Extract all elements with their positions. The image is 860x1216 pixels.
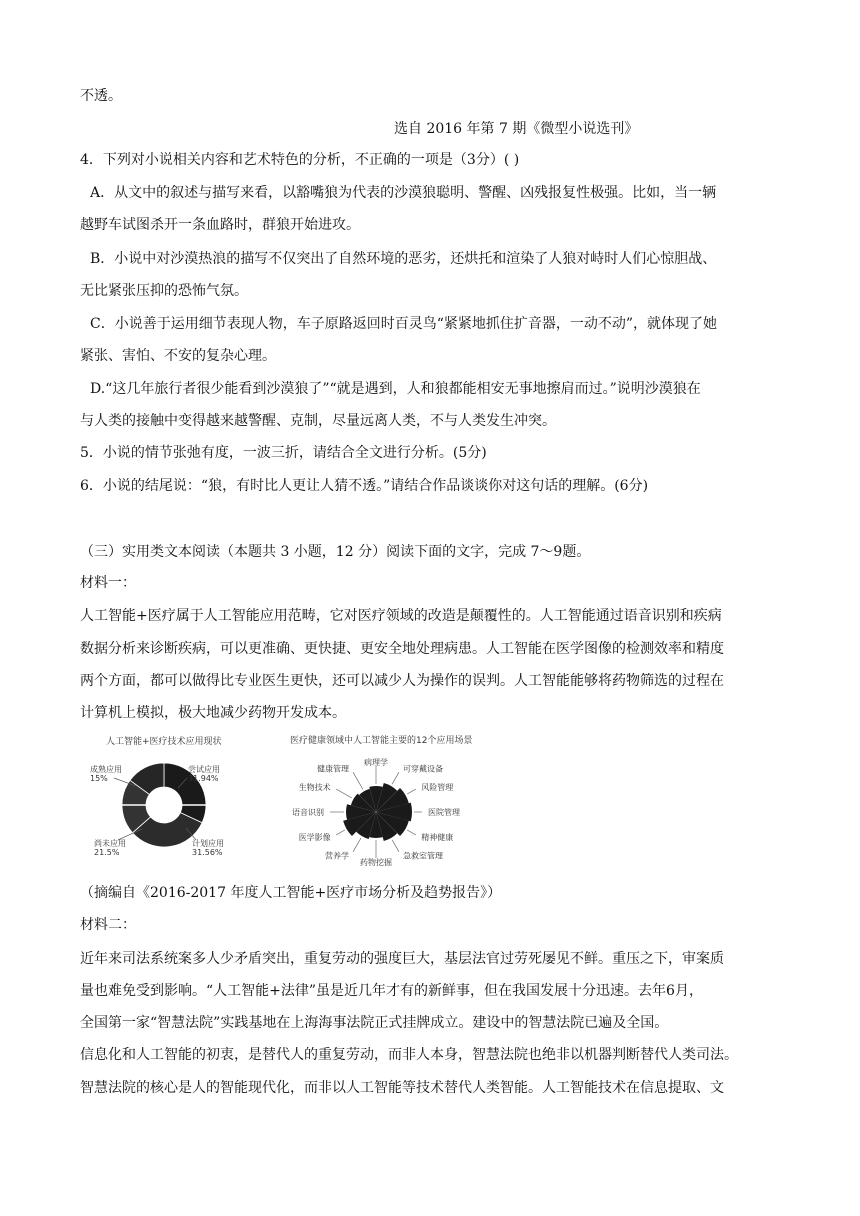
donut-chart-title: 人工智能+医疗技术应用现状 bbox=[106, 737, 222, 747]
material-1-line-4: 计算机上模拟，极大地减少药物开发成本。 bbox=[80, 705, 346, 721]
material-1-excerpt: （摘编自《2016-2017 年度人工智能+医疗市场分析及趋势报告》） bbox=[80, 885, 502, 901]
material-1-line-2: 数据分析来诊断疾病，可以更准确、更快捷、更安全地处理病患。人工智能在医学图像的检测效率和精度 bbox=[80, 641, 724, 657]
scenario-leader-5 bbox=[392, 840, 399, 852]
material-1-line-1: 人工智能+医疗属于人工智能应用范畴，它对医疗领域的改造是颠覆性的。人工智能通过语音识别和疾病 bbox=[80, 608, 722, 624]
option-a-line-2: 越野车试图杀开一条血路时，群狼开始进攻。 bbox=[80, 217, 360, 233]
ai-scenario-chart bbox=[288, 730, 498, 866]
option-c-line-2: 紧张、害怕、不安的复杂心理。 bbox=[80, 348, 276, 364]
option-a-line-1: A．从文中的叙述与描写来看，以豁嘴狼为代表的沙漠狼聪明、警醒、凶残报复性极强。比如，当一辆 bbox=[90, 185, 717, 201]
material-2-line-3: 全国第一家“智慧法院”实践基地在上海海事法院正式挂牌成立。建设中的智慧法院已遍及全国。 bbox=[80, 1015, 669, 1031]
label-not-yet: 尚未应用 bbox=[94, 839, 126, 848]
source-citation: 选自 2016 年第 7 期《微型小说选刊》 bbox=[394, 121, 639, 137]
scenario-label-9: 语音识别 bbox=[292, 808, 324, 817]
scenario-wedges bbox=[343, 783, 412, 841]
value-mature: 15% bbox=[90, 774, 108, 783]
material-2-line-1: 近年来司法系统案多人少矛盾突出，重复劳动的强度巨大，基层法官过劳死屡见不鲜。重压之下，审案质 bbox=[80, 951, 724, 967]
scenario-leader-11 bbox=[353, 772, 363, 789]
scenario-label-3: 医院管理 bbox=[428, 808, 460, 817]
scenario-leader-10 bbox=[336, 789, 352, 798]
option-b-line-1: B．小说中对沙漠热浪的描写不仅突出了自然环境的恶劣，还烘托和渲染了人狼对峙时人们心惊胆战、 bbox=[90, 251, 717, 267]
scenario-label-5: 急救室管理 bbox=[403, 851, 443, 861]
passage-tail: 不透。 bbox=[80, 88, 122, 104]
scenario-leader-2 bbox=[407, 789, 416, 794]
material-2-line-4: 信息化和人工智能的初衷，是替代人的重复劳动，而非人本身，智慧法院也绝非以机器判断替代人类司法。 bbox=[80, 1047, 738, 1063]
material-1-line-3: 两个方面，都可以做得比专业医生更快，还可以减少人为操作的误判。人工智能能够将药物筛选的过程在 bbox=[80, 673, 724, 689]
option-d-line-2: 与人类的接触中变得越来越警醒、克制，尽量远离人类，不与人类发生冲突。 bbox=[80, 413, 556, 429]
scenario-leader-7 bbox=[353, 838, 361, 852]
option-b-line-2: 无比紧张压抑的恐怖气氛。 bbox=[80, 283, 248, 299]
option-d-line-1: D.“这几年旅行者很少能看到沙漠狼了”“就是遇到，人和狼都能相安无事地擦肩而过。”说明沙漠狼在 bbox=[90, 381, 701, 397]
value-planned: 31.56% bbox=[192, 848, 223, 857]
scenario-label-11: 健康管理 bbox=[317, 764, 349, 774]
label-mature: 成熟应用 bbox=[90, 765, 122, 774]
scenario-label-4: 精神健康 bbox=[421, 833, 454, 842]
label-planned: 计划应用 bbox=[192, 839, 224, 848]
material-2-title: 材料二： bbox=[80, 917, 136, 933]
scenario-label-8: 医学影像 bbox=[298, 833, 331, 842]
question-5: 5．小说的情节张弛有度，一波三折，请结合全文进行分析。(5分) bbox=[80, 445, 487, 461]
scenario-label-10: 生物技术 bbox=[298, 783, 331, 792]
material-2-line-2: 量也难免受到影响。“人工智能+法律”虽是近几年才有的新鲜事，但在我国发展十分迅速。去年6月， bbox=[80, 983, 703, 999]
scenario-leader-8 bbox=[336, 830, 345, 835]
scenario-label-0: 病理学 bbox=[364, 758, 388, 767]
option-c-line-1: C．小说善于运用细节表现人物，车子原路返回时百灵鸟“紧紧地抓住扩音器，一动不动”，就体现了她 bbox=[90, 316, 718, 332]
scenario-leader-1 bbox=[392, 772, 399, 784]
scenario-chart-title: 医疗健康领域中人工智能主要的12个应用场景 bbox=[290, 736, 473, 746]
label-trying: 尝试应用 bbox=[188, 765, 220, 774]
question-6: 6．小说的结尾说：“狼，有时比人更让人猜不透。”请结合作品谈谈你对这句话的理解。(6分) bbox=[80, 478, 649, 494]
section-3-heading: （三）实用类文本阅读（本题共 3 小题，12 分）阅读下面的文字，完成 7～9题。 bbox=[80, 544, 591, 560]
material-1-title: 材料一： bbox=[80, 575, 136, 591]
value-not-yet: 21.5% bbox=[94, 848, 120, 857]
donut-chart bbox=[84, 730, 254, 866]
material-2-line-5: 智慧法院的核心是人的智能现代化，而非以人工智能等技术替代人类智能。人工智能技术在信息提取、文 bbox=[80, 1080, 724, 1096]
scenario-label-7: 营养学 bbox=[325, 851, 349, 861]
scenario-leader-4 bbox=[407, 830, 416, 835]
question-4: 4．下列对小说相关内容和艺术特色的分析，不正确的一项是（3分）( ) bbox=[80, 152, 520, 168]
scenario-label-1: 可穿戴设备 bbox=[403, 764, 443, 774]
value-trying: 31.94% bbox=[188, 774, 219, 783]
scenario-label-6: 药物挖掘 bbox=[360, 858, 392, 866]
scenario-label-2: 风险管理 bbox=[421, 783, 454, 792]
